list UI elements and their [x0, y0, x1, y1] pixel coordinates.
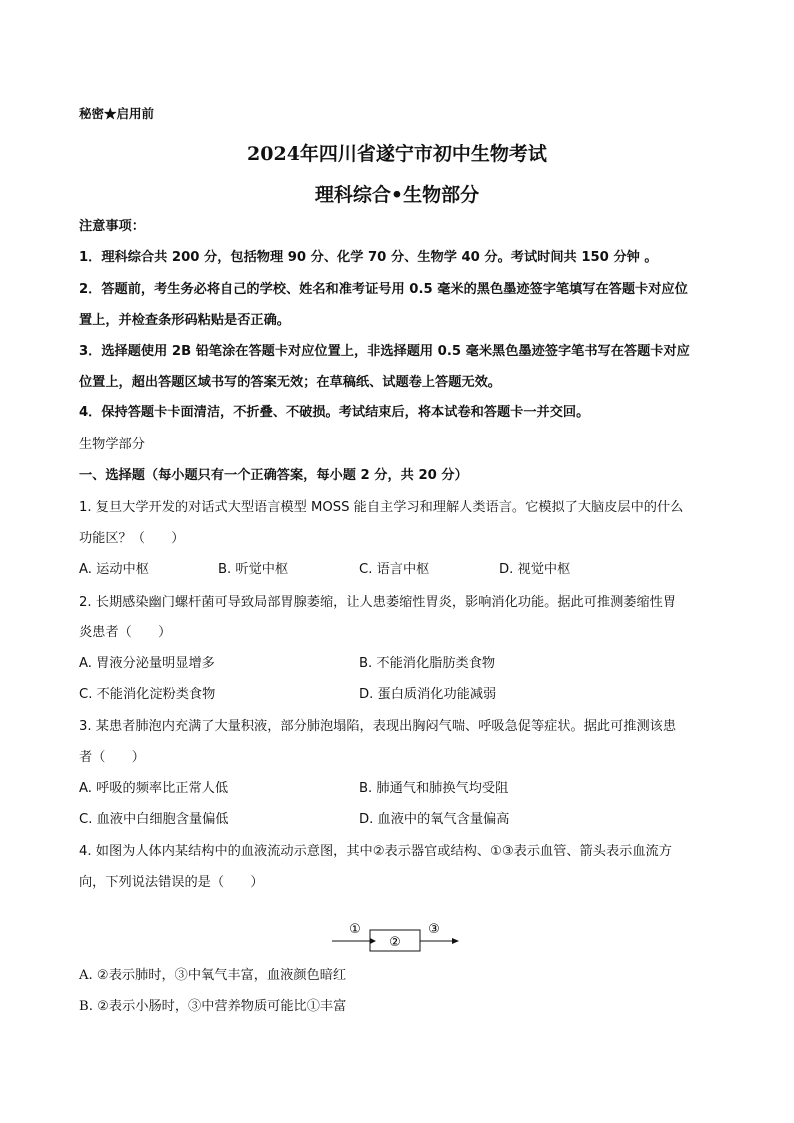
question-4-option-b: B. ②表示小肠时，③中营养物质可能比①丰富 — [79, 999, 347, 1014]
question-3-option-b: B. 肺通气和肺换气均受阻 — [359, 781, 509, 796]
question-1-option-a: A. 运动中枢 — [79, 562, 149, 577]
question-2-option-d: D. 蛋白质消化功能减弱 — [359, 687, 497, 702]
vessel-label-3: ③ — [428, 923, 440, 937]
section-label: 生物学部分 — [79, 437, 145, 452]
blood-flow-diagram — [330, 923, 462, 957]
question-2-stem-cont: 炎患者（ ） — [79, 625, 172, 640]
note-item: 3．选择题使用 2B 铅笔涂在答题卡对应位置上，非选择题用 0.5 毫米黑色墨迹签字笔书写在答题卡对应 — [79, 344, 690, 359]
question-1-option-c: C. 语言中枢 — [359, 562, 430, 577]
secret-label: 秘密★启用前 — [79, 106, 155, 121]
question-1-stem: 1. 复旦大学开发的对话式大型语言模型 MOSS 能自主学习和理解人类语言。它模拟了大脑皮层中的什么 — [79, 500, 684, 515]
question-1-stem-cont: 功能区？（ ） — [79, 531, 185, 546]
question-2-option-b: B. 不能消化脂肪类食物 — [359, 656, 496, 671]
note-item: 1．理科综合共 200 分，包括物理 90 分、化学 70 分、生物学 40 分。考试时间共 150 分钟 。 — [79, 250, 658, 265]
question-1-option-d: D. 视觉中枢 — [499, 562, 571, 577]
organ-label-2: ② — [389, 935, 401, 950]
page-title: 2024年四川省遂宁市初中生物考试 — [247, 143, 547, 165]
question-3-option-c: C. 血液中白细胞含量偏低 — [79, 812, 229, 827]
notes-heading: 注意事项： — [79, 219, 145, 234]
question-3-option-a: A. 呼吸的频率比正常人低 — [79, 781, 229, 796]
question-2-stem: 2. 长期感染幽门螺杆菌可导致局部胃腺萎缩，让人患萎缩性胃炎，影响消化功能。据此可推测萎缩性胃 — [79, 595, 677, 610]
part-heading: 一、选择题（每小题只有一个正确答案，每小题 2 分，共 20 分） — [79, 468, 468, 483]
question-2-option-c: C. 不能消化淀粉类食物 — [79, 687, 216, 702]
question-2-option-a: A. 胃液分泌量明显增多 — [79, 656, 215, 671]
inflow-arrowhead — [370, 938, 376, 944]
question-3-option-d: D. 血液中的氧气含量偏高 — [359, 812, 510, 827]
note-item: 2．答题前，考生务必将自己的学校、姓名和准考证号用 0.5 毫米的黑色墨迹签字笔填写在答题卡对应位 — [79, 282, 688, 297]
question-4-stem: 4. 如图为人体内某结构中的血液流动示意图，其中②表示器官或结构、①③表示血管、箭头表示血流方 — [79, 844, 672, 859]
vessel-label-1: ① — [349, 923, 361, 937]
question-4-option-a: A. ②表示肺时，③中氧气丰富，血液颜色暗红 — [79, 968, 347, 983]
note-item: 4．保持答题卡卡面清洁，不折叠、不破损。考试结束后，将本试卷和答题卡一并交回。 — [79, 405, 590, 420]
question-3-stem-cont: 者（ ） — [79, 750, 145, 765]
question-3-stem: 3. 某患者肺泡内充满了大量积液，部分肺泡塌陷，表现出胸闷气喘、呼吸急促等症状。据此可推测该患 — [79, 719, 677, 734]
note-item: 置上，并检查条形码粘贴是否正确。 — [79, 313, 290, 328]
question-4-stem-cont: 向，下列说法错误的是（ ） — [79, 875, 264, 890]
note-item: 位置上，超出答题区域书写的答案无效；在草稿纸、试题卷上答题无效。 — [79, 375, 501, 390]
page-subtitle: 理科综合•生物部分 — [314, 184, 480, 206]
outflow-arrowhead — [452, 938, 459, 944]
question-1-option-b: B. 听觉中枢 — [218, 562, 289, 577]
